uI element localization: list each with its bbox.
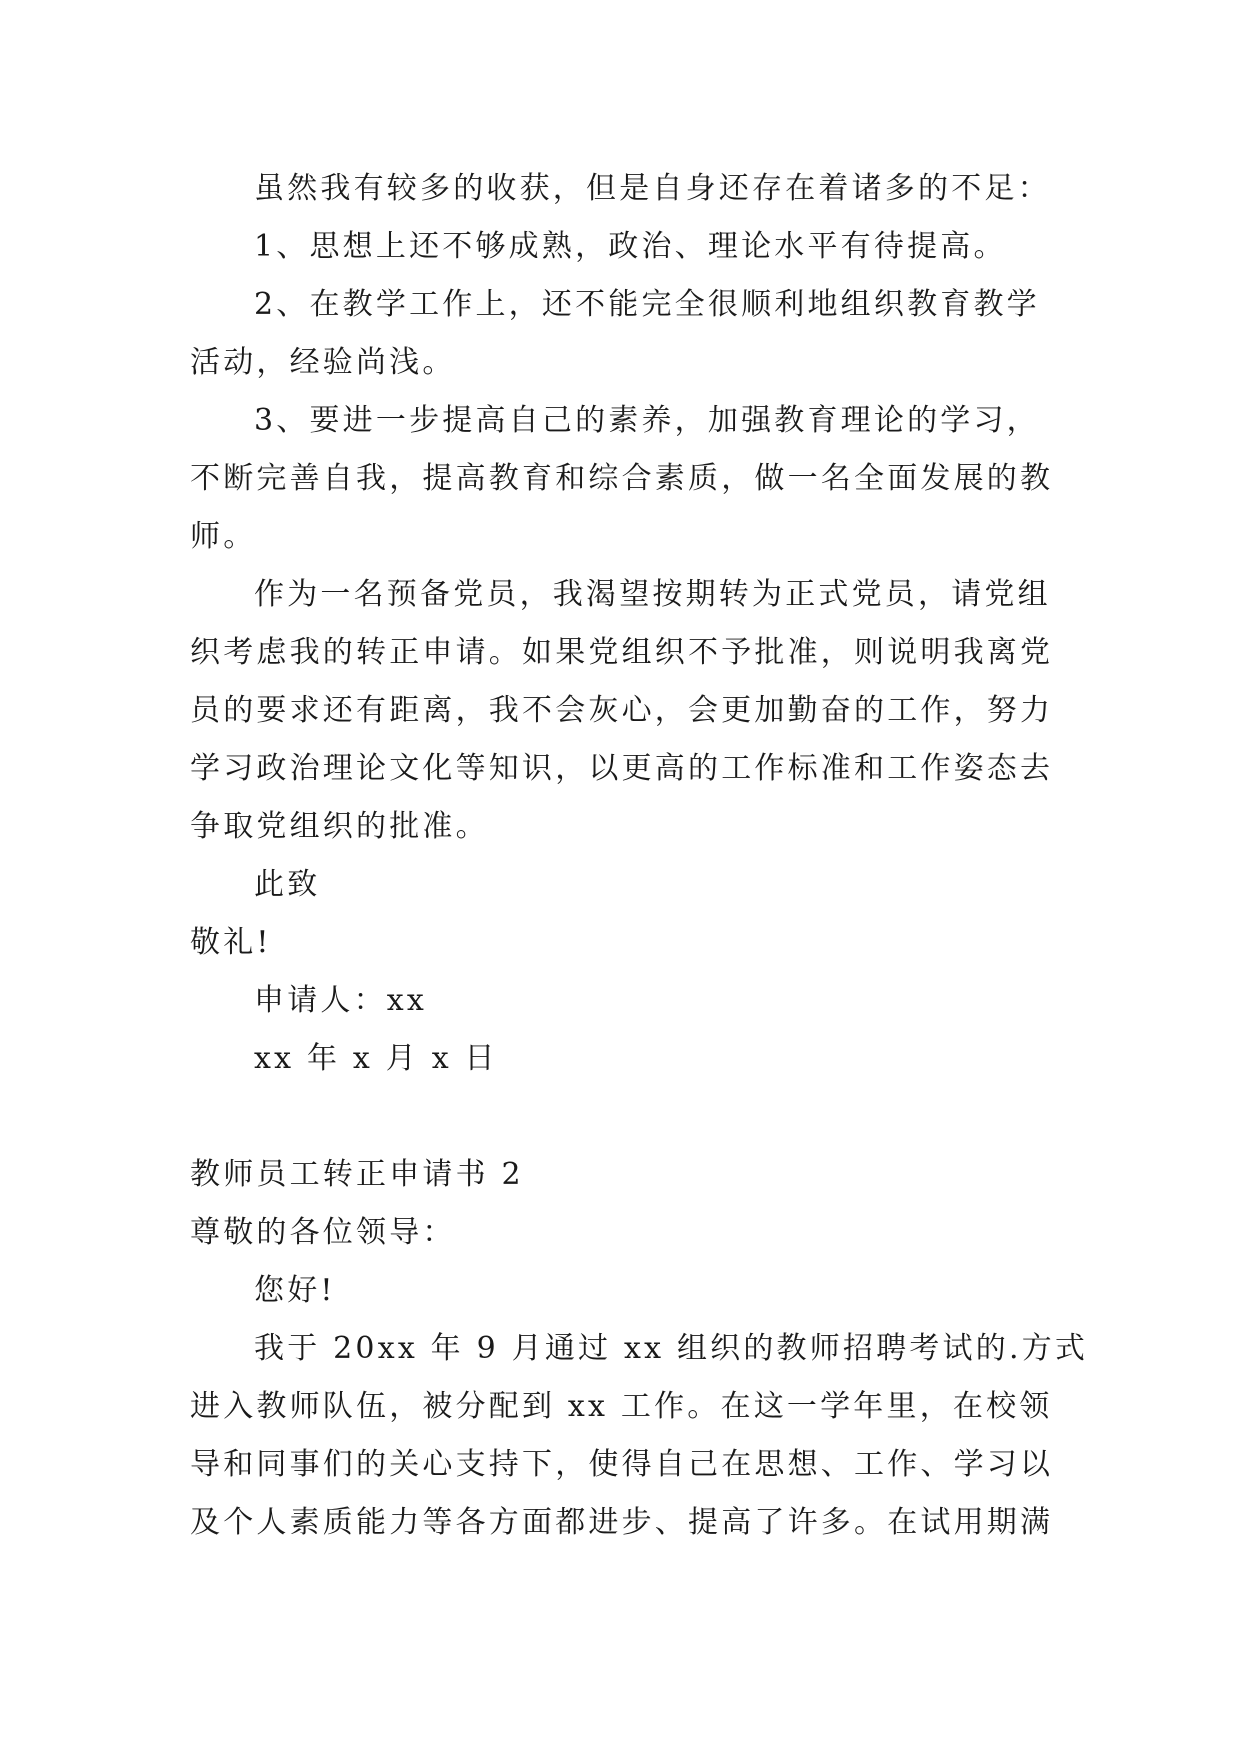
paragraph-line: 及个人素质能力等各方面都进步、提高了许多。在试用期满 <box>190 1505 1054 1540</box>
paragraph-line: 作为一名预备党员，我渴望按期转为正式党员，请党组 <box>254 577 1051 612</box>
paragraph-line: 师。 <box>190 519 257 554</box>
closing-regards: 敬礼! <box>190 925 272 960</box>
greeting-recipient: 尊敬的各位领导： <box>190 1215 456 1250</box>
closing-salutation: 此致 <box>254 867 321 902</box>
paragraph-line: 虽然我有较多的收获，但是自身还存在着诸多的不足： <box>254 171 1051 206</box>
paragraph-line: 3、要进一步提高自己的素养，加强教育理论的学习， <box>254 403 1040 438</box>
paragraph-line: 1、思想上还不够成熟，政治、理论水平有待提高。 <box>254 229 1007 264</box>
application-date: xx 年 x 月 x 日 <box>254 1041 498 1076</box>
paragraph-line: 争取党组织的批准。 <box>190 809 489 844</box>
paragraph-line: 我于 20xx 年 9 月通过 xx 组织的教师招聘考试的.方式 <box>254 1331 1089 1366</box>
greeting: 您好! <box>254 1273 336 1308</box>
paragraph-line: 2、在教学工作上，还不能完全很顺利地组织教育教学 <box>254 287 1040 322</box>
applicant-name: 申请人：xx <box>254 983 428 1018</box>
paragraph-line: 不断完善自我，提高教育和综合素质，做一名全面发展的教 <box>190 461 1054 496</box>
section-title: 教师员工转正申请书 2 <box>190 1157 524 1192</box>
paragraph-line: 活动，经验尚浅。 <box>190 345 456 380</box>
paragraph-line: 进入教师队伍，被分配到 xx 工作。在这一学年里，在校领 <box>190 1389 1053 1424</box>
paragraph-line: 员的要求还有距离，我不会灰心，会更加勤奋的工作，努力 <box>190 693 1054 728</box>
document-body <box>190 160 1089 1552</box>
paragraph-line: 织考虑我的转正申请。如果党组织不予批准，则说明我离党 <box>190 635 1054 670</box>
section-spacer <box>190 1088 1050 1146</box>
paragraph-line: 学习政治理论文化等知识，以更高的工作标准和工作姿态去 <box>190 751 1054 786</box>
paragraph-line: 导和同事们的关心支持下，使得自己在思想、工作、学习以 <box>190 1447 1054 1482</box>
